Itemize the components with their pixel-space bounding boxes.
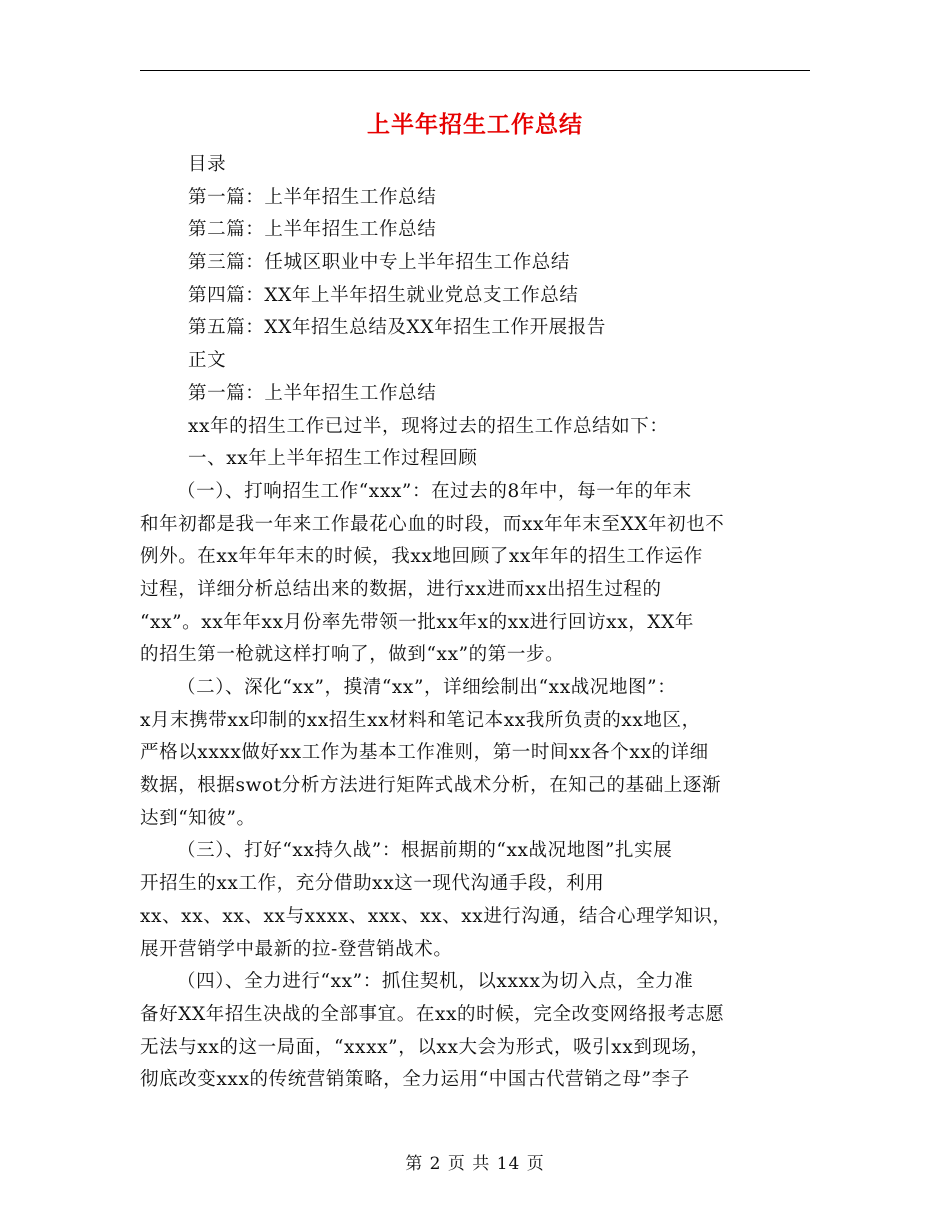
- toc-item-5: 第五篇：XX年招生总结及XX年招生工作开展报告: [188, 317, 606, 339]
- paragraph-line: 严格以xxxx做好xx工作为基本工作准则，第一时间xx各个xx的详细: [140, 742, 709, 764]
- page-number-footer: 第 2 页 共 14 页: [405, 1154, 545, 1174]
- paragraph-3: [140, 835, 810, 966]
- paragraph-line: 达到“知彼”。: [140, 807, 256, 829]
- paragraph-line: （四）、全力进行“xx”：抓住契机，以xxxx为切入点，全力准: [177, 971, 694, 993]
- toc-heading: 目录: [188, 154, 227, 175]
- paragraph-line: 例外。在xx年年年末的时候，我xx地回顾了xx年年的招生工作运作: [140, 546, 703, 568]
- toc-item-3: 第三篇：任城区职业中专上半年招生工作总结: [188, 252, 571, 274]
- paragraph-line: x月末携带xx印制的xx招生xx材料和笔记本xx我所负责的xx地区，: [140, 709, 701, 731]
- paragraph-line: 彻底改变xxx的传统营销策略，全力运用“中国古代营销之母”李子: [140, 1069, 690, 1091]
- paragraph-line: 展开营销学中最新的拉-登营销战术。: [140, 938, 453, 960]
- header-rule: [140, 70, 810, 71]
- paragraph-line: 和年初都是我一年来工作最花心血的时段，而xx年年末至XX年初也不: [140, 513, 725, 535]
- paragraph-1: [140, 476, 810, 672]
- body-heading: 正文: [188, 350, 227, 372]
- paragraph-line: 无法与xx的这一局面，“xxxx”，以xx大会为形式，吸引xx到现场，: [140, 1036, 710, 1058]
- paragraph-4: [140, 966, 810, 1097]
- paragraph-line: 开招生的xx工作，充分借助xx这一现代沟通手段，利用: [140, 873, 605, 895]
- toc-item-4: 第四篇：XX年上半年招生就业党总支工作总结: [188, 284, 579, 306]
- paragraph-line: 数据，根据swot分析方法进行矩阵式战术分析，在知己的基础上逐渐: [140, 775, 722, 797]
- paragraph-line: （三）、打好“xx持久战”：根据前期的“xx战况地图”扎实展: [177, 840, 673, 862]
- paragraph-line: 备好XX年招生决战的全部事宜。在xx的时候，完全改变网络报考志愿: [140, 1003, 725, 1025]
- paragraph-line: （一）、打响招生工作“xxx”：在过去的8年中，每一年的年末: [177, 480, 692, 502]
- paragraph-2: [140, 672, 810, 835]
- document-body: [140, 149, 810, 1097]
- intro-text: xx年的招生工作已过半，现将过去的招生工作总结如下：: [188, 415, 669, 437]
- paragraph-line: 过程，详细分析总结出来的数据，进行xx进而xx出招生过程的: [140, 578, 662, 600]
- chapter-title: 第一篇：上半年招生工作总结: [188, 382, 437, 404]
- paragraph-line: xx、xx、xx、xx与xxxx、xxx、xx、xx进行沟通，结合心理学知识，: [140, 905, 732, 927]
- paragraph-line: “xx”。xx年年xx月份率先带领一批xx年x的xx进行回访xx，XX年: [140, 611, 694, 633]
- document-title: 上半年招生工作总结: [367, 112, 583, 138]
- paragraph-line: 的招生第一枪就这样打响了，做到“xx”的第一步。: [140, 644, 565, 666]
- paragraph-line: （二）、深化“xx”，摸清“xx”，详细绘制出“xx战况地图”：: [177, 677, 677, 698]
- toc-item-1: 第一篇：上半年招生工作总结: [188, 186, 437, 208]
- section-title: 一、xx年上半年招生工作过程回顾: [188, 448, 478, 470]
- toc-item-2: 第二篇：上半年招生工作总结: [188, 219, 437, 241]
